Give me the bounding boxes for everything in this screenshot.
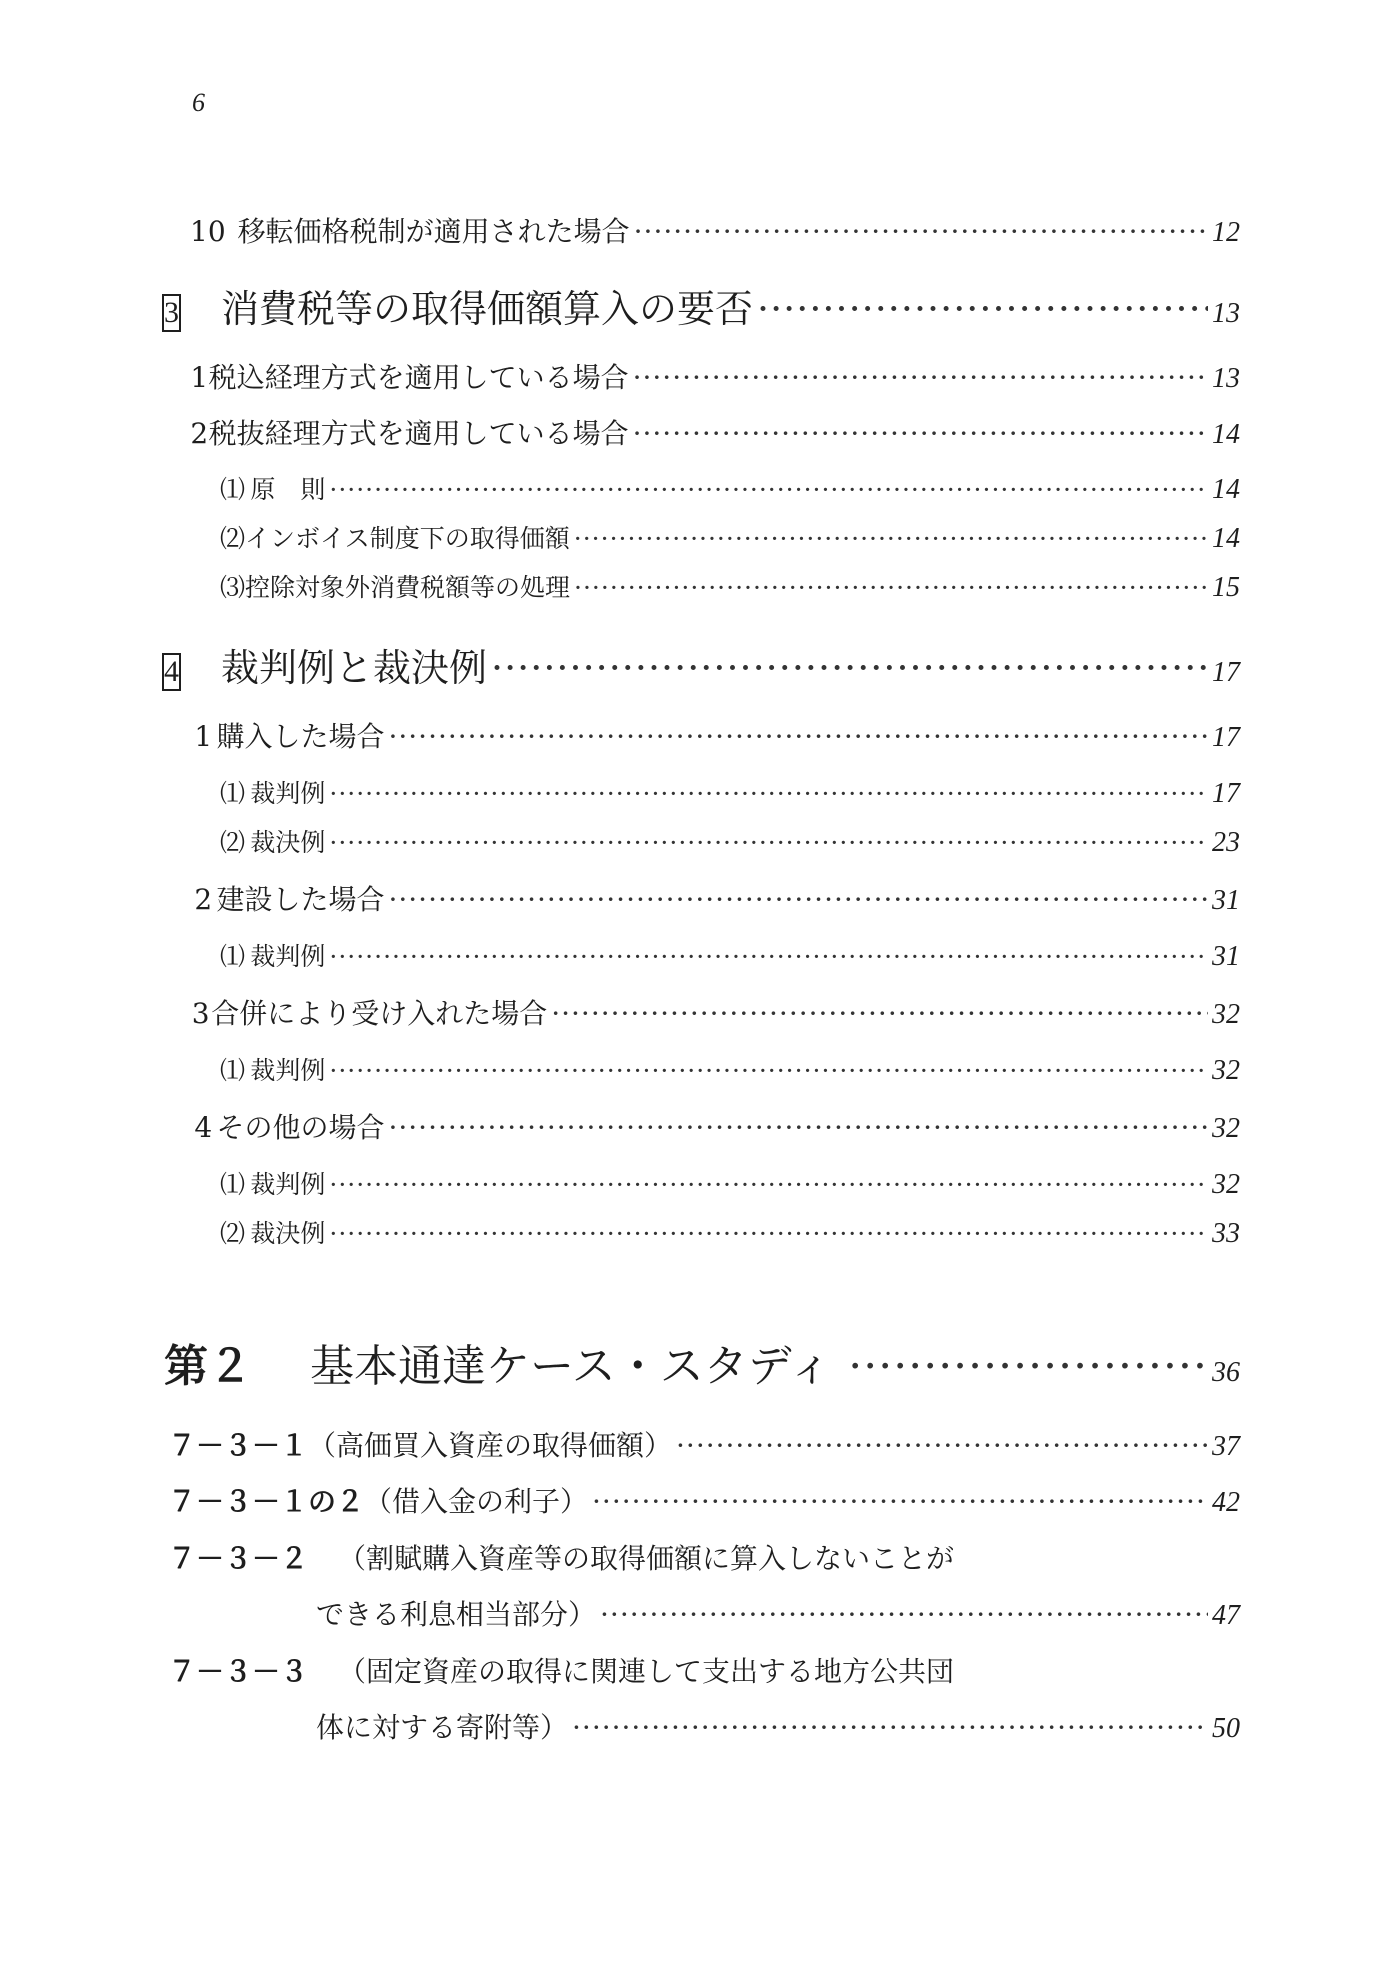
toc-subentry[interactable] (220, 774, 1240, 810)
entry-page: 32 (1212, 999, 1240, 1030)
dot-leader (388, 720, 1208, 753)
toc-entry-continuation[interactable] (316, 1593, 1240, 1633)
entry-page: 32 (1212, 1113, 1240, 1144)
toc-entry[interactable] (190, 412, 1240, 452)
directive-number: ７－３－３ (168, 1656, 309, 1687)
dot-leader (329, 1219, 1208, 1248)
dot-leader (329, 1056, 1208, 1085)
toc-entry-continuation[interactable] (316, 1706, 1240, 1746)
toc-section[interactable] (162, 278, 1240, 333)
entry-page: 47 (1212, 1600, 1240, 1631)
entry-page: 36 (1212, 1357, 1240, 1388)
toc-subentry[interactable] (220, 1214, 1240, 1250)
dot-leader (572, 1711, 1208, 1744)
entry-label-continuation: 体に対する寄附等） (316, 1711, 569, 1744)
entry-page: 32 (1212, 1055, 1240, 1086)
entry-label: 合併により受け入れた場合 (211, 997, 548, 1030)
toc-chapter[interactable] (164, 1330, 1240, 1394)
entry-label: その他の場合 (216, 1111, 385, 1144)
toc-entry[interactable] (190, 356, 1240, 396)
entry-page: 15 (1212, 572, 1240, 603)
entry-page: 42 (1212, 1487, 1240, 1518)
subentry-label: 控除対象外消費税額等の処理 (245, 573, 571, 602)
dot-leader (329, 1170, 1208, 1199)
subentry-number: ⑴ (220, 942, 246, 971)
toc-entry[interactable] (190, 210, 1240, 250)
dot-leader (551, 997, 1208, 1030)
toc-subentry[interactable] (220, 937, 1240, 973)
toc-subentry[interactable] (220, 1051, 1240, 1087)
entry-number: 10 (190, 215, 226, 248)
dot-leader (574, 573, 1208, 602)
dot-leader (491, 646, 1208, 690)
entry-number: 1 (190, 361, 209, 394)
dot-leader (848, 1341, 1208, 1392)
toc-entry[interactable] (168, 1537, 1240, 1577)
entry-page: 13 (1212, 298, 1240, 329)
toc-entry[interactable] (190, 1106, 1240, 1146)
toc-subentry[interactable] (220, 1165, 1240, 1201)
entry-page: 23 (1212, 827, 1240, 858)
directive-number: ７－３－１の２ (168, 1486, 365, 1517)
toc-entry[interactable] (190, 715, 1240, 755)
subentry-number: ⑴ (220, 1056, 246, 1085)
directive-number: ７－３－２ (168, 1543, 309, 1574)
toc-entry[interactable] (168, 1424, 1240, 1464)
entry-page: 17 (1212, 722, 1240, 753)
subentry-number: ⑴ (220, 475, 246, 504)
entry-number: 1 (194, 720, 213, 753)
dot-leader (329, 475, 1208, 504)
entry-page: 50 (1212, 1713, 1240, 1744)
dot-leader (329, 779, 1208, 808)
subentry-label: 原 則 (250, 475, 326, 504)
entry-number: 4 (194, 1111, 213, 1144)
subentry-label: 裁判例 (250, 1056, 326, 1085)
entry-label: （割賦購入資産等の取得価額に算入しないことが (338, 1542, 955, 1575)
entry-page: 13 (1212, 363, 1240, 394)
chapter-label: 基本通達ケース・スタディ (310, 1341, 833, 1392)
subentry-label: インボイス制度下の取得価額 (245, 524, 570, 553)
subentry-label: 裁決例 (250, 1219, 326, 1248)
section-number-box: 4 (162, 653, 181, 691)
entry-page: 37 (1212, 1431, 1240, 1462)
entry-number: 2 (194, 883, 213, 916)
dot-leader (676, 1429, 1208, 1462)
entry-label: 購入した場合 (216, 720, 385, 753)
toc-section[interactable] (162, 637, 1240, 692)
toc-entry[interactable] (168, 1650, 1240, 1690)
directive-number: ７－３－１ (168, 1430, 309, 1461)
entry-page: 17 (1212, 778, 1240, 809)
section-label: 裁判例と裁決例 (221, 646, 488, 690)
entry-label: 税込経理方式を適用している場合 (208, 361, 629, 394)
subentry-number: ⑵ (220, 1219, 246, 1248)
page-number: 6 (192, 88, 205, 117)
section-label: 消費税等の取得価額算入の要否 (221, 287, 754, 331)
entry-number: 3 (191, 997, 210, 1030)
toc-subentry[interactable] (220, 568, 1240, 604)
entry-label: （借入金の利子） (364, 1485, 589, 1518)
dot-leader (600, 1598, 1208, 1631)
dot-leader (592, 1485, 1208, 1518)
section-number-box: 3 (162, 294, 181, 332)
entry-number: 2 (190, 417, 209, 450)
entry-page: 14 (1212, 419, 1240, 450)
entry-page: 14 (1212, 523, 1240, 554)
subentry-label: 裁決例 (250, 828, 326, 857)
entry-page: 31 (1212, 885, 1240, 916)
dot-leader (757, 287, 1208, 331)
entry-label: 建設した場合 (216, 883, 385, 916)
dot-leader (633, 361, 1208, 394)
entry-page: 12 (1212, 217, 1240, 248)
dot-leader (634, 215, 1208, 248)
dot-leader (633, 417, 1208, 450)
entry-page: 14 (1212, 474, 1240, 505)
entry-page: 33 (1212, 1218, 1240, 1249)
toc-entry[interactable] (190, 992, 1240, 1032)
toc-subentry[interactable] (220, 470, 1240, 506)
entry-label: （高価買入資産の取得価額） (308, 1429, 673, 1462)
dot-leader (388, 1111, 1208, 1144)
subentry-label: 裁判例 (250, 779, 326, 808)
subentry-number: ⑵ (220, 828, 246, 857)
dot-leader (388, 883, 1208, 916)
subentry-number: ⑴ (220, 1170, 246, 1199)
dot-leader (574, 524, 1208, 553)
entry-label: 移転価格税制が適用された場合 (237, 215, 630, 248)
entry-label-continuation: できる利息相当部分） (316, 1598, 597, 1631)
entry-page: 17 (1212, 657, 1240, 688)
entry-page: 32 (1212, 1169, 1240, 1200)
toc-subentry[interactable] (220, 823, 1240, 859)
toc-entry[interactable] (168, 1480, 1240, 1520)
chapter-number: 第２ (164, 1342, 252, 1391)
toc-entry[interactable] (190, 878, 1240, 918)
dot-leader (329, 828, 1208, 857)
subentry-number: ⑵ (220, 524, 246, 553)
subentry-label: 裁判例 (250, 1170, 326, 1199)
entry-page: 31 (1212, 941, 1240, 972)
subentry-number: ⑴ (220, 779, 246, 808)
entry-label: （固定資産の取得に関連して支出する地方公共団 (338, 1655, 955, 1688)
toc-subentry[interactable] (220, 519, 1240, 555)
subentry-number: ⑶ (220, 573, 246, 602)
subentry-label: 裁判例 (250, 942, 326, 971)
entry-label: 税抜経理方式を適用している場合 (208, 417, 629, 450)
dot-leader (329, 942, 1208, 971)
